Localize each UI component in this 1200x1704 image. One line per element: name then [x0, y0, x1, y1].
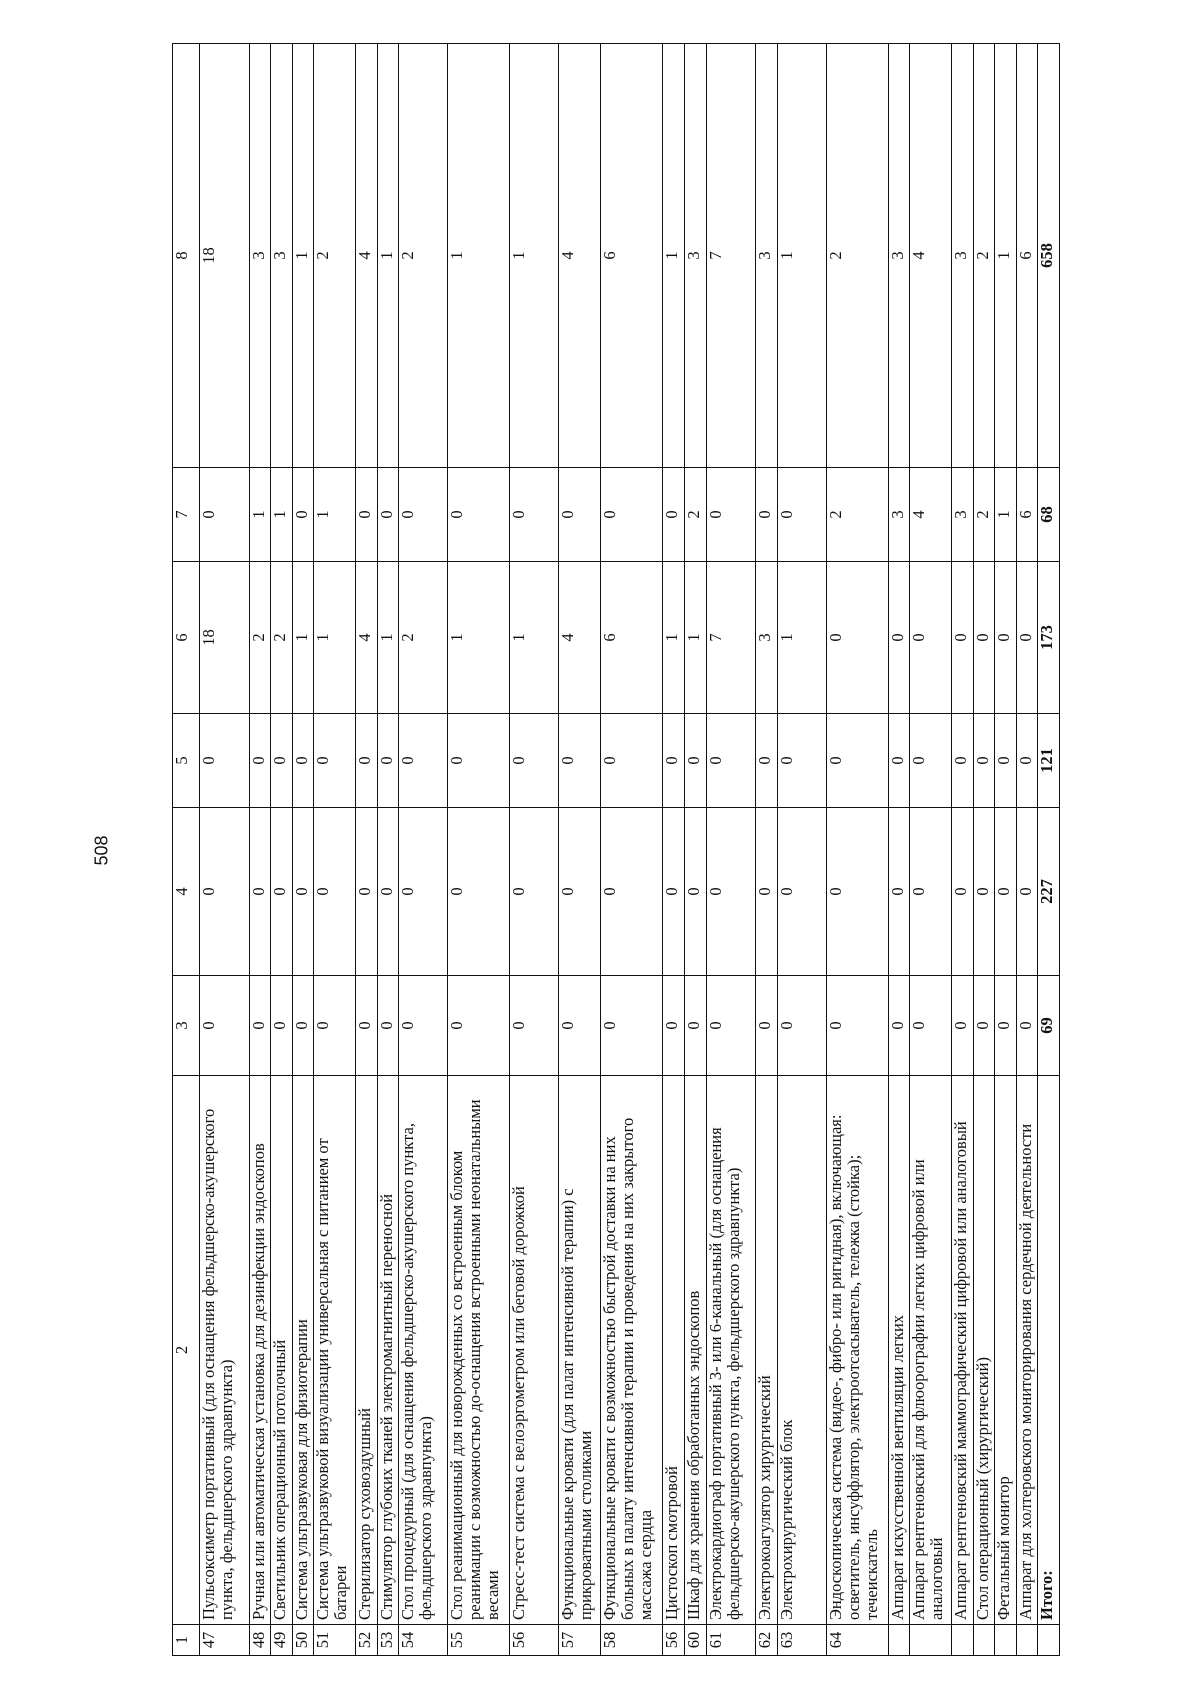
- quantity-cell: 3: [889, 44, 910, 468]
- equipment-name-cell: Аппарат для холтеровского мониторирования сердечной деятельности: [1016, 1076, 1037, 1625]
- table-row: [778, 44, 827, 1656]
- equipment-name-cell: Стол процедурный (для оснащения фельдшерско-акушерского пункта, фельдшерского здравпункта): [399, 1076, 448, 1625]
- row-number-cell: [1016, 1625, 1037, 1656]
- table-row: [995, 44, 1016, 1656]
- table-row: [314, 44, 356, 1656]
- quantity-cell: 0: [558, 714, 600, 808]
- quantity-cell: 0: [271, 714, 292, 808]
- header-cell: 4: [173, 808, 200, 976]
- quantity-cell: 0: [249, 714, 270, 808]
- quantity-cell: 1: [292, 44, 313, 468]
- quantity-cell: 0: [447, 714, 509, 808]
- row-number-cell: 61: [706, 1625, 755, 1656]
- row-number-cell: 56: [510, 1625, 559, 1656]
- equipment-name-cell: Пульсоксиметр портативный (для оснащения фельдшерско-акушерского пункта, фельдшерского здравпункта): [200, 1076, 250, 1625]
- quantity-cell: 0: [399, 714, 448, 808]
- table-header-row: [173, 44, 200, 1656]
- quantity-cell: 0: [356, 976, 377, 1076]
- quantity-cell: 0: [889, 714, 910, 808]
- quantity-cell: 0: [662, 976, 685, 1076]
- quantity-cell: 4: [356, 44, 377, 468]
- row-number-cell: [995, 1625, 1016, 1656]
- quantity-cell: 0: [706, 714, 755, 808]
- quantity-cell: 0: [889, 562, 910, 714]
- total-value-cell: 121: [1038, 714, 1060, 808]
- table-row: [826, 44, 888, 1656]
- quantity-cell: 0: [778, 714, 827, 808]
- quantity-cell: 0: [995, 808, 1016, 976]
- quantity-cell: 0: [910, 714, 952, 808]
- quantity-cell: 0: [600, 714, 662, 808]
- quantity-cell: 0: [377, 714, 398, 808]
- quantity-cell: 4: [558, 44, 600, 468]
- quantity-cell: 0: [995, 562, 1016, 714]
- total-number-cell: [1038, 1625, 1060, 1656]
- quantity-cell: 0: [377, 468, 398, 562]
- row-number-cell: 64: [826, 1625, 888, 1656]
- row-number-cell: [910, 1625, 952, 1656]
- table-row: [755, 44, 778, 1656]
- quantity-cell: 2: [399, 562, 448, 714]
- equipment-name-cell: Стол реанимационный для новорожденных со встроенным блоком реанимации с возможностью до-оснащения встроенными неонатальными весами: [447, 1076, 509, 1625]
- quantity-cell: 1: [249, 468, 270, 562]
- row-number-cell: 58: [600, 1625, 662, 1656]
- table-row: [952, 44, 973, 1656]
- total-value-cell: 227: [1038, 808, 1060, 976]
- table-row: [510, 44, 559, 1656]
- quantity-cell: 7: [706, 562, 755, 714]
- quantity-cell: 0: [973, 562, 994, 714]
- table-row: [889, 44, 910, 1656]
- quantity-cell: 1: [447, 562, 509, 714]
- quantity-cell: 0: [356, 468, 377, 562]
- quantity-cell: 1: [662, 44, 685, 468]
- quantity-cell: 3: [952, 44, 973, 468]
- quantity-cell: 3: [685, 44, 706, 468]
- quantity-cell: 0: [558, 468, 600, 562]
- quantity-cell: 0: [292, 808, 313, 976]
- quantity-cell: 0: [447, 976, 509, 1076]
- quantity-cell: 0: [600, 808, 662, 976]
- quantity-cell: 2: [826, 44, 888, 468]
- quantity-cell: 0: [447, 468, 509, 562]
- quantity-cell: 1: [292, 562, 313, 714]
- row-number-cell: 63: [778, 1625, 827, 1656]
- equipment-name-cell: Эндоскопическая система (видео-, фибро- или ригидная), включающая: осветитель, инсуффлятор, электроотсасыватель, тележка (стойка); течеискатель: [826, 1076, 888, 1625]
- equipment-name-cell: Аппарат рентгеновский для флюорографии легких цифровой или аналоговый: [910, 1076, 952, 1625]
- quantity-cell: 0: [910, 976, 952, 1076]
- header-cell: 1: [173, 1625, 200, 1656]
- quantity-cell: 0: [973, 808, 994, 976]
- quantity-cell: 0: [314, 714, 356, 808]
- quantity-cell: 0: [200, 976, 250, 1076]
- quantity-cell: 0: [910, 562, 952, 714]
- quantity-cell: 6: [1016, 468, 1037, 562]
- quantity-cell: 1: [685, 562, 706, 714]
- quantity-cell: 0: [706, 468, 755, 562]
- quantity-cell: 0: [600, 976, 662, 1076]
- quantity-cell: 0: [314, 808, 356, 976]
- quantity-cell: 2: [271, 562, 292, 714]
- quantity-cell: 0: [662, 468, 685, 562]
- row-number-cell: 52: [356, 1625, 377, 1656]
- quantity-cell: 0: [662, 714, 685, 808]
- table-row: [558, 44, 600, 1656]
- table-row: [249, 44, 270, 1656]
- quantity-cell: 0: [314, 976, 356, 1076]
- table-row: [200, 44, 250, 1656]
- total-value-cell: 68: [1038, 468, 1060, 562]
- quantity-cell: 0: [200, 468, 250, 562]
- equipment-name-cell: Шкаф для хранения обработанных эндоскопов: [685, 1076, 706, 1625]
- quantity-cell: 0: [1016, 562, 1037, 714]
- quantity-cell: 0: [399, 976, 448, 1076]
- quantity-cell: 0: [755, 468, 778, 562]
- table-row: [600, 44, 662, 1656]
- quantity-cell: 1: [377, 562, 398, 714]
- quantity-cell: 0: [399, 468, 448, 562]
- row-number-cell: [889, 1625, 910, 1656]
- quantity-cell: 0: [271, 976, 292, 1076]
- table-row: [356, 44, 377, 1656]
- quantity-cell: 0: [292, 468, 313, 562]
- quantity-cell: 1: [662, 562, 685, 714]
- row-number-cell: 55: [447, 1625, 509, 1656]
- quantity-cell: 0: [558, 976, 600, 1076]
- quantity-cell: 6: [600, 562, 662, 714]
- quantity-cell: 0: [778, 976, 827, 1076]
- equipment-name-cell: Цистоскоп смотровой: [662, 1076, 685, 1625]
- equipment-name-cell: Электрокоагулятор хирургический: [755, 1076, 778, 1625]
- quantity-cell: 1: [510, 562, 559, 714]
- table-row: [1016, 44, 1037, 1656]
- quantity-cell: 0: [706, 976, 755, 1076]
- table-row: [377, 44, 398, 1656]
- quantity-cell: 0: [952, 714, 973, 808]
- quantity-cell: 0: [973, 976, 994, 1076]
- quantity-cell: 0: [685, 976, 706, 1076]
- quantity-cell: 0: [706, 808, 755, 976]
- header-cell: 5: [173, 714, 200, 808]
- quantity-cell: 0: [755, 714, 778, 808]
- quantity-cell: 3: [889, 468, 910, 562]
- quantity-cell: 0: [447, 808, 509, 976]
- quantity-cell: 6: [600, 44, 662, 468]
- equipment-name-cell: Фетальный монитор: [995, 1076, 1016, 1625]
- quantity-cell: 0: [910, 808, 952, 976]
- quantity-cell: 1: [510, 44, 559, 468]
- quantity-cell: 0: [685, 808, 706, 976]
- header-cell: 8: [173, 44, 200, 468]
- quantity-cell: 0: [249, 976, 270, 1076]
- total-value-cell: 658: [1038, 44, 1060, 468]
- equipment-table: [172, 43, 1060, 1656]
- quantity-cell: 0: [973, 714, 994, 808]
- quantity-cell: 0: [889, 808, 910, 976]
- total-value-cell: 69: [1038, 976, 1060, 1076]
- quantity-cell: 0: [755, 976, 778, 1076]
- quantity-cell: 0: [995, 976, 1016, 1076]
- equipment-name-cell: Стимулятор глубоких тканей электромагнитный переносной: [377, 1076, 398, 1625]
- quantity-cell: 4: [910, 468, 952, 562]
- quantity-cell: 0: [249, 808, 270, 976]
- quantity-cell: 2: [973, 468, 994, 562]
- quantity-cell: 4: [558, 562, 600, 714]
- quantity-cell: 0: [356, 808, 377, 976]
- row-number-cell: 51: [314, 1625, 356, 1656]
- quantity-cell: 0: [271, 808, 292, 976]
- quantity-cell: 0: [377, 976, 398, 1076]
- table-row: [447, 44, 509, 1656]
- quantity-cell: 0: [510, 468, 559, 562]
- table-row: [399, 44, 448, 1656]
- quantity-cell: 0: [200, 714, 250, 808]
- quantity-cell: 0: [826, 808, 888, 976]
- quantity-cell: 1: [447, 44, 509, 468]
- equipment-name-cell: Электрокардиограф портативный 3- или 6-канальный (для оснащения фельдшерско-акушерского пункта, фельдшерского здравпункта): [706, 1076, 755, 1625]
- quantity-cell: 18: [200, 562, 250, 714]
- row-number-cell: 50: [292, 1625, 313, 1656]
- row-number-cell: 54: [399, 1625, 448, 1656]
- quantity-cell: 1: [271, 468, 292, 562]
- quantity-cell: 0: [778, 808, 827, 976]
- quantity-cell: 0: [292, 714, 313, 808]
- quantity-cell: 0: [1016, 714, 1037, 808]
- quantity-cell: 3: [952, 468, 973, 562]
- quantity-cell: 0: [826, 714, 888, 808]
- row-number-cell: 57: [558, 1625, 600, 1656]
- table-row: [685, 44, 706, 1656]
- row-number-cell: 62: [755, 1625, 778, 1656]
- quantity-cell: 0: [558, 808, 600, 976]
- quantity-cell: 0: [952, 808, 973, 976]
- quantity-cell: 1: [778, 562, 827, 714]
- quantity-cell: 4: [910, 44, 952, 468]
- quantity-cell: 0: [952, 976, 973, 1076]
- quantity-cell: 18: [200, 44, 250, 468]
- quantity-cell: 1: [314, 468, 356, 562]
- equipment-name-cell: Система ультразвуковой визуализации универсальная с питанием от батареи: [314, 1076, 356, 1625]
- quantity-cell: 7: [706, 44, 755, 468]
- quantity-cell: 0: [995, 714, 1016, 808]
- quantity-cell: 2: [973, 44, 994, 468]
- quantity-cell: 1: [377, 44, 398, 468]
- header-cell: 2: [173, 1076, 200, 1625]
- header-cell: 7: [173, 468, 200, 562]
- quantity-cell: 0: [200, 808, 250, 976]
- quantity-cell: 0: [889, 976, 910, 1076]
- quantity-cell: 3: [249, 44, 270, 468]
- equipment-name-cell: Функциональные кровати с возможностью быстрой доставки на них больных в палату интенсивной терапии и проведения на них закрытого массажа сердца: [600, 1076, 662, 1625]
- quantity-cell: 3: [755, 44, 778, 468]
- equipment-name-cell: Аппарат рентгеновский маммографический цифровой или аналоговый: [952, 1076, 973, 1625]
- table-row: [271, 44, 292, 1656]
- total-label: Итого:: [1038, 1076, 1060, 1625]
- table-row: [706, 44, 755, 1656]
- quantity-cell: 1: [995, 468, 1016, 562]
- table-row: [292, 44, 313, 1656]
- quantity-cell: 3: [271, 44, 292, 468]
- equipment-name-cell: Аппарат искусственной вентиляции легких: [889, 1076, 910, 1625]
- row-number-cell: 56: [662, 1625, 685, 1656]
- quantity-cell: 0: [685, 714, 706, 808]
- equipment-name-cell: Функциональные кровати (для палат интенсивной терапии) с прикроватными столиками: [558, 1076, 600, 1625]
- row-number-cell: 49: [271, 1625, 292, 1656]
- quantity-cell: 0: [662, 808, 685, 976]
- equipment-name-cell: Светильник операционный потолочный: [271, 1076, 292, 1625]
- total-value-cell: 173: [1038, 562, 1060, 714]
- row-number-cell: 47: [200, 1625, 250, 1656]
- row-number-cell: 53: [377, 1625, 398, 1656]
- equipment-name-cell: Электрохирургический блок: [778, 1076, 827, 1625]
- quantity-cell: 0: [510, 976, 559, 1076]
- quantity-cell: 2: [685, 468, 706, 562]
- total-row: [1038, 44, 1060, 1656]
- quantity-cell: 2: [399, 44, 448, 468]
- quantity-cell: 3: [755, 562, 778, 714]
- quantity-cell: 0: [755, 808, 778, 976]
- quantity-cell: 0: [952, 562, 973, 714]
- rotated-table-container: [172, 44, 1060, 1656]
- header-cell: 6: [173, 562, 200, 714]
- equipment-name-cell: Стол операционный (хирургический): [973, 1076, 994, 1625]
- quantity-cell: 0: [356, 714, 377, 808]
- quantity-cell: 6: [1016, 44, 1037, 468]
- table-row: [662, 44, 685, 1656]
- quantity-cell: 0: [826, 562, 888, 714]
- equipment-name-cell: Стерилизатор суховоздушный: [356, 1076, 377, 1625]
- quantity-cell: 0: [1016, 976, 1037, 1076]
- header-cell: 3: [173, 976, 200, 1076]
- quantity-cell: 0: [292, 976, 313, 1076]
- equipment-name-cell: Ручная или автоматическая установка для дезинфекции эндоскопов: [249, 1076, 270, 1625]
- row-number-cell: 60: [685, 1625, 706, 1656]
- equipment-name-cell: Стресс-тест система с велоэргометром или беговой дорожкой: [510, 1076, 559, 1625]
- page-number: 508: [91, 835, 112, 866]
- equipment-name-cell: Система ультразвуковая для физиотерапии: [292, 1076, 313, 1625]
- quantity-cell: 2: [249, 562, 270, 714]
- quantity-cell: 1: [778, 44, 827, 468]
- quantity-cell: 0: [778, 468, 827, 562]
- row-number-cell: [952, 1625, 973, 1656]
- quantity-cell: 1: [995, 44, 1016, 468]
- quantity-cell: 2: [826, 468, 888, 562]
- quantity-cell: 0: [1016, 808, 1037, 976]
- quantity-cell: 0: [826, 976, 888, 1076]
- row-number-cell: 48: [249, 1625, 270, 1656]
- quantity-cell: 0: [600, 468, 662, 562]
- quantity-cell: 0: [510, 808, 559, 976]
- quantity-cell: 0: [377, 808, 398, 976]
- quantity-cell: 0: [510, 714, 559, 808]
- quantity-cell: 2: [314, 44, 356, 468]
- quantity-cell: 1: [314, 562, 356, 714]
- table-row: [973, 44, 994, 1656]
- quantity-cell: 4: [356, 562, 377, 714]
- row-number-cell: [973, 1625, 994, 1656]
- table-row: [910, 44, 952, 1656]
- quantity-cell: 0: [399, 808, 448, 976]
